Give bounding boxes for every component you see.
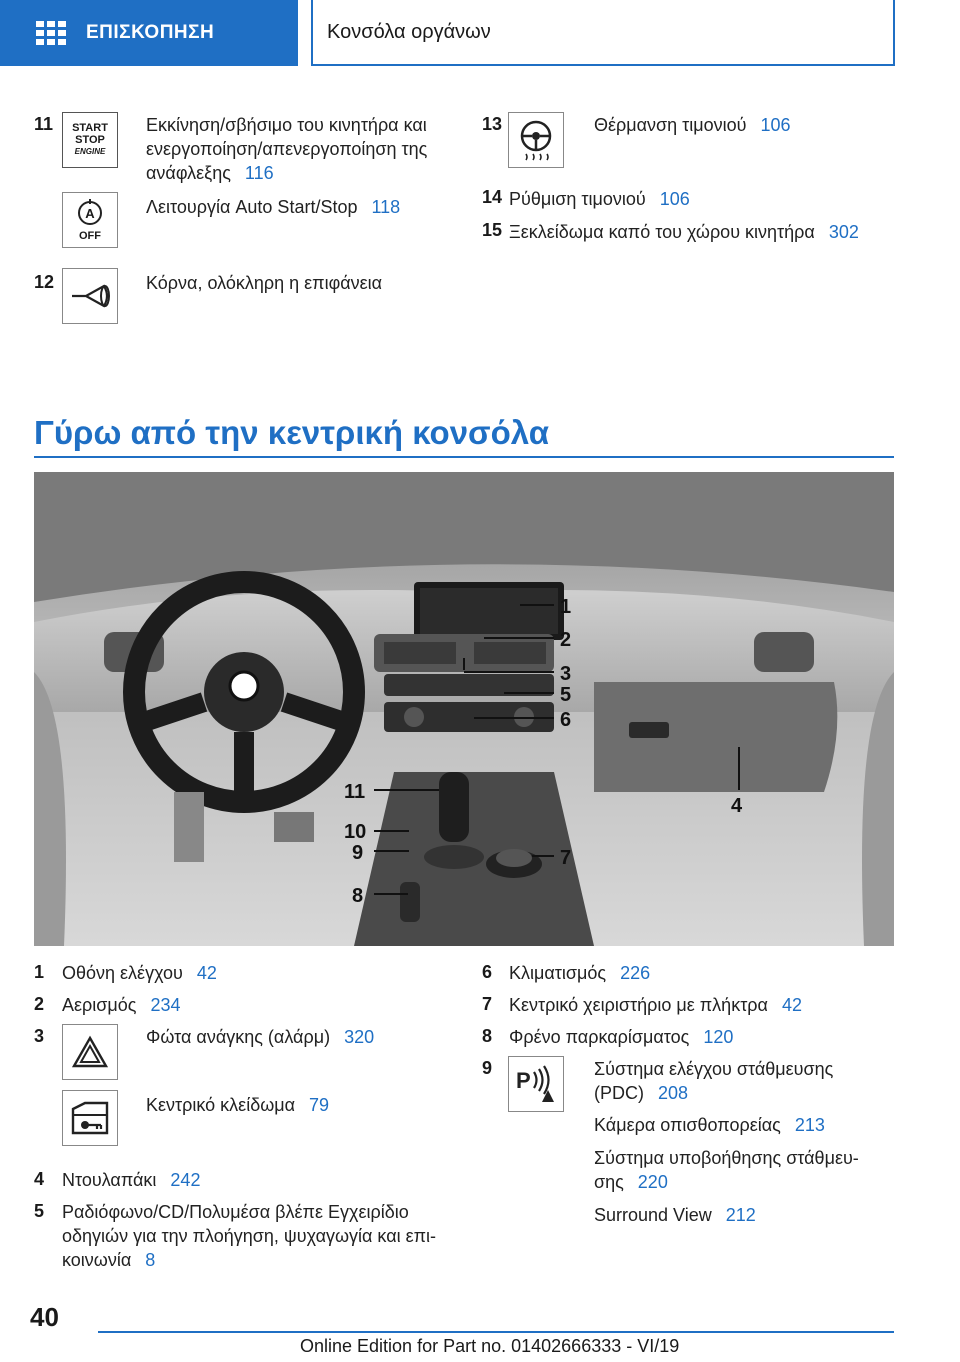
legend-6-number: 6 bbox=[482, 962, 493, 982]
legend-7-number: 7 bbox=[482, 994, 493, 1014]
page-header bbox=[0, 0, 960, 66]
section-header-label: Κονσόλα οργάνων bbox=[327, 20, 491, 43]
engine-label: ENGINE bbox=[74, 147, 106, 156]
item-14-page-link[interactable]: 106 bbox=[659, 189, 690, 209]
callout-7: 7 bbox=[560, 847, 572, 869]
legend-9d-text: Surround View 212 bbox=[594, 1205, 756, 1225]
section-header bbox=[311, 0, 895, 66]
svg-text:P: P bbox=[516, 1068, 531, 1093]
legend-4-page-link[interactable]: 242 bbox=[170, 1170, 201, 1190]
callout-4: 4 bbox=[731, 795, 743, 817]
auto-letter: A bbox=[85, 206, 95, 221]
legend-9b-page-link[interactable]: 213 bbox=[794, 1115, 825, 1135]
callout-10: 10 bbox=[344, 821, 367, 843]
legend-2-number: 2 bbox=[34, 994, 45, 1014]
legend-3-number: 3 bbox=[34, 1026, 45, 1046]
legend-6-text: Κλιματισμός 226 bbox=[509, 963, 651, 983]
grid-menu-icon bbox=[36, 21, 66, 45]
legend-3-page-link[interactable]: 320 bbox=[344, 1027, 375, 1047]
item-14-number: 14 bbox=[482, 187, 503, 207]
legend-9c-page-link[interactable]: 220 bbox=[637, 1172, 668, 1192]
item-11-number: 11 bbox=[34, 114, 54, 134]
stop-label: STOP bbox=[75, 134, 105, 146]
item-14-text: Ρύθμιση τιμονιού 106 bbox=[509, 189, 690, 209]
horn-icon bbox=[62, 268, 118, 324]
auto-start-stop-off-icon bbox=[62, 192, 118, 248]
legend-2-text: Αερισμός 234 bbox=[62, 995, 181, 1015]
legend-8-page-link[interactable]: 120 bbox=[703, 1027, 734, 1047]
legend-1-page-link[interactable]: 42 bbox=[196, 963, 217, 983]
legend-4-text: Ντουλαπάκι 242 bbox=[62, 1170, 201, 1190]
legend-9d-page-link[interactable]: 212 bbox=[725, 1205, 756, 1225]
item-11b-page-link[interactable]: 118 bbox=[371, 197, 401, 217]
callout-1: 1 bbox=[560, 596, 572, 618]
legend-6-page-link[interactable]: 226 bbox=[620, 963, 651, 983]
item-15-text: Ξεκλείδωμα καπό του χώρου κινητήρα 302 bbox=[509, 222, 859, 242]
dashboard-illustration bbox=[34, 472, 894, 946]
item-15-number: 15 bbox=[482, 220, 503, 240]
legend-8-text: Φρένο παρκαρίσματος 120 bbox=[509, 1027, 734, 1047]
legend-3b-page-link[interactable]: 79 bbox=[309, 1095, 330, 1115]
item-11b-text: Λειτουργία Auto Start/Stop 118 bbox=[146, 197, 401, 217]
off-label: OFF bbox=[79, 230, 101, 242]
item-13-number: 13 bbox=[482, 114, 503, 134]
legend-4-number: 4 bbox=[34, 1169, 45, 1189]
page-number: 40 bbox=[30, 1302, 59, 1332]
legend-2-page-link[interactable]: 234 bbox=[150, 995, 181, 1015]
legend-9-text: Σύστημα ελέγχου στάθμευσης (PDC) 208 bbox=[594, 1059, 834, 1103]
callout-6: 6 bbox=[560, 709, 572, 731]
item-12-number: 12 bbox=[34, 272, 55, 292]
callout-11: 11 bbox=[344, 781, 366, 803]
item-15-page-link[interactable]: 302 bbox=[828, 222, 859, 242]
item-11-page-link[interactable]: 116 bbox=[244, 163, 274, 183]
footer-edition: Online Edition for Part no. 01402666333 - VI/19 bbox=[300, 1336, 680, 1356]
legend-3-text: Φώτα ανάγκης (αλάρμ) 320 bbox=[146, 1027, 375, 1047]
dashboard-photo bbox=[34, 472, 894, 946]
item-13-page-link[interactable]: 106 bbox=[760, 115, 791, 135]
legend-9-number: 9 bbox=[482, 1058, 493, 1078]
legend-9-page-link[interactable]: 208 bbox=[658, 1083, 689, 1103]
callout-8: 8 bbox=[352, 885, 364, 907]
section-title: Γύρω από την κεντρική κονσόλα bbox=[34, 414, 550, 451]
item-13-text: Θέρμανση τιμονιού 106 bbox=[594, 115, 791, 135]
park-distance-control-icon bbox=[508, 1056, 564, 1112]
legend-1-text: Οθόνη ελέγχου 42 bbox=[62, 963, 217, 983]
legend-9b-text: Κάμερα οπισθοπορείας 213 bbox=[594, 1115, 825, 1135]
item-11-text: Εκκίνηση/σβήσιμο του κινητήρα και ενεργοποίηση/απενεργοποίηση της ανάφλεξης 116 bbox=[146, 115, 428, 183]
legend-8-number: 8 bbox=[482, 1026, 493, 1046]
section-rule bbox=[34, 456, 894, 458]
callout-3: 3 bbox=[560, 663, 572, 685]
central-locking-icon bbox=[62, 1090, 118, 1146]
legend-7-text: Κεντρικό χειριστήριο με πλήκτρα 42 bbox=[509, 995, 802, 1015]
legend-7-page-link[interactable]: 42 bbox=[781, 995, 802, 1015]
legend-5-number: 5 bbox=[34, 1201, 45, 1221]
legend-5-text: Ραδιόφωνο/CD/Πολυμέσα βλέπε Εγχειρίδιο οδηγιών για την πλοήγηση, ψυχαγωγία και επι-κοινωνία 8 bbox=[62, 1202, 437, 1270]
start-stop-engine-icon bbox=[62, 112, 118, 168]
overview-tab[interactable] bbox=[0, 0, 298, 66]
hazard-warning-icon bbox=[62, 1024, 118, 1080]
footer-rule bbox=[98, 1331, 894, 1333]
callout-2: 2 bbox=[560, 629, 572, 651]
start-label: START bbox=[72, 122, 108, 134]
steering-wheel-heating-icon bbox=[508, 112, 564, 168]
callout-9: 9 bbox=[352, 842, 364, 864]
legend-5-page-link[interactable]: 8 bbox=[145, 1250, 156, 1270]
overview-tab-label: ΕΠΙΣΚΟΠΗΣΗ bbox=[86, 22, 215, 43]
legend-1-number: 1 bbox=[34, 962, 45, 982]
legend-9c-text: Σύστημα υποβοήθησης στάθμευ-σης 220 bbox=[594, 1148, 859, 1192]
legend-3b-text: Κεντρικό κλείδωμα 79 bbox=[146, 1095, 330, 1115]
item-12-text: Κόρνα, ολόκληρη η επιφάνεια bbox=[146, 273, 383, 293]
callout-5: 5 bbox=[560, 684, 572, 706]
